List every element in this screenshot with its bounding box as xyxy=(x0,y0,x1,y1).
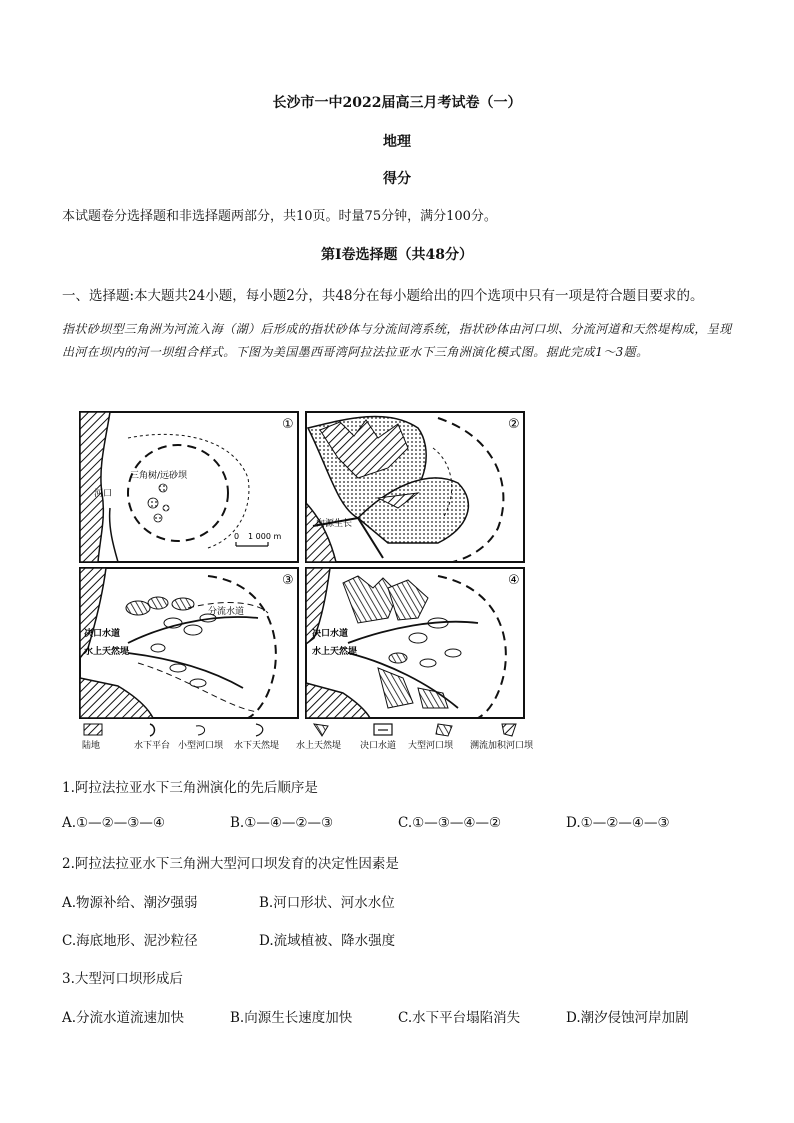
panel-4 xyxy=(306,568,524,718)
legend-large-mouth-bar: 大型河口坝 xyxy=(408,741,454,751)
question-1-option-c[interactable]: C.①—③—④—② xyxy=(398,815,502,831)
question-3-option-c[interactable]: C.水下平台塌陷消失 xyxy=(398,1010,521,1026)
label-upstream-growth: 向源生长 xyxy=(316,519,353,529)
question-3-option-d[interactable]: D.潮汐侵蚀河岸加剧 xyxy=(566,1010,689,1026)
section-title: 第Ⅰ卷选择题（共48分） xyxy=(320,247,474,263)
panel-1-number: ① xyxy=(282,417,294,432)
label-breach-channel: 决口水道 xyxy=(84,629,121,639)
label-estuary: 河口 xyxy=(94,489,113,499)
legend-subaerial-levee: 水上天然堤 xyxy=(296,741,342,751)
question-2-option-b[interactable]: B.河口形状、河水水位 xyxy=(259,895,395,911)
question-2-option-a[interactable]: A.物源补给、潮汐强弱 xyxy=(62,895,198,911)
legend-underwater-platform: 水下平台 xyxy=(134,741,171,751)
question-1-option-d[interactable]: D.①—②—④—③ xyxy=(566,815,670,831)
panel-2 xyxy=(306,412,524,562)
legend-breach-channel: 决口水道 xyxy=(360,741,397,751)
delta-evolution-figure xyxy=(58,408,558,753)
scale-length: 1 000 m xyxy=(248,532,282,541)
scale-zero: 0 xyxy=(234,532,240,541)
score-label: 得分 xyxy=(383,171,411,187)
figure-legend xyxy=(82,724,534,751)
question-3-option-a[interactable]: A.分流水道流速加快 xyxy=(62,1010,185,1026)
label-distributary: 分流水道 xyxy=(208,607,245,617)
question-3-stem: 3.大型河口坝形成后 xyxy=(62,971,183,987)
label-subaerial-levee-4: 水上天然堤 xyxy=(312,647,358,657)
legend-upstream-accretion-bar: 溯流加积河口坝 xyxy=(470,741,534,751)
question-2-option-d[interactable]: D.流域植被、降水强度 xyxy=(259,933,396,949)
subject-title: 地理 xyxy=(383,134,411,150)
legend-land: 陆地 xyxy=(82,741,101,751)
section-instruction: 一、选择题:本大题共24小题，每小题2分，共48分在每小题给出的四个选项中只有一项是符合题目要求的。 xyxy=(62,288,704,304)
question-1-stem: 1.阿拉法拉亚水下三角洲演化的先后顺序是 xyxy=(62,780,318,796)
legend-small-mouth-bar: 小型河口坝 xyxy=(178,741,224,751)
label-breach-channel-4: 决口水道 xyxy=(312,629,349,639)
question-1-option-a[interactable]: A.①—②—③—④ xyxy=(62,815,165,831)
question-2-stem: 2.阿拉法拉亚水下三角洲大型河口坝发育的决定性因素是 xyxy=(62,856,399,872)
panel-4-number: ④ xyxy=(508,573,520,588)
reading-passage: 指状砂坝型三角洲为河流入海（湖）后形成的指状砂体与分流间湾系统，指状砂体由河口坝、分流河道和天然堤构成，呈现出河在坝内的河一坝组合样式。下图为美国墨西哥湾阿拉法拉亚水下三角洲演化模式图。据此完成1～3题。 xyxy=(62,322,732,359)
label-delta-bar: 三角树/远砂坝 xyxy=(130,471,188,481)
legend-subaqueous-levee: 水下天然堤 xyxy=(234,741,280,751)
exam-title: 长沙市一中2022届高三月考试卷（一） xyxy=(272,95,522,111)
panel-3 xyxy=(80,568,298,718)
panel-3-number: ③ xyxy=(282,573,294,588)
panel-2-number: ② xyxy=(508,417,520,432)
label-subaerial-levee: 水上天然堤 xyxy=(84,647,130,657)
question-3-option-b[interactable]: B.向源生长速度加快 xyxy=(230,1010,353,1026)
question-1-option-b[interactable]: B.①—④—②—③ xyxy=(230,815,334,831)
question-2-option-c[interactable]: C.海底地形、泥沙粒径 xyxy=(62,933,198,949)
exam-intro: 本试题卷分选择题和非选择题两部分，共10页。时量75分钟，满分100分。 xyxy=(62,209,497,224)
panel-1 xyxy=(80,412,298,562)
